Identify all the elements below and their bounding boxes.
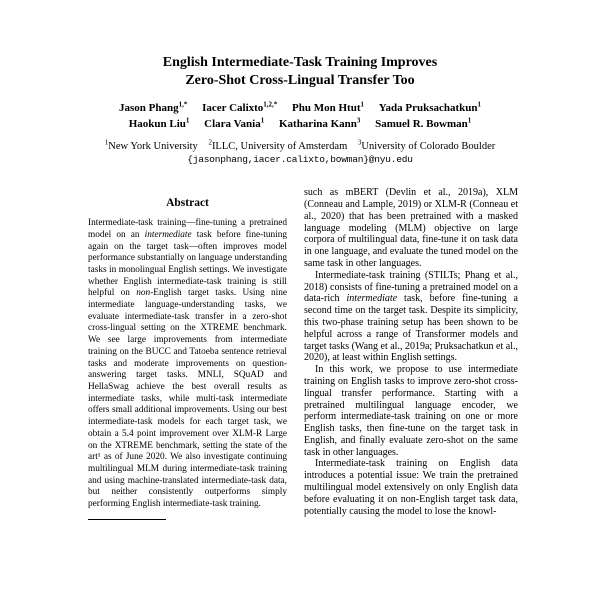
affiliation: $^3$University of Colorado Boulder (357, 138, 496, 153)
paper-title-line-2: Zero-Shot Cross-Lingual Transfer Too (185, 73, 415, 89)
author-affiliation-marker: 1 (467, 116, 472, 125)
author: Phu Mon Htut$^1$ (292, 100, 365, 115)
affiliation: $^2$ILLC, University of Amsterdam (208, 138, 348, 153)
author-affiliation-marker: 3 (356, 116, 361, 125)
author: Haokun Liu$^1$ (128, 116, 190, 130)
author-emails: {jasonphang,iacer.calixto,bowman}@nyu.edu (187, 154, 413, 166)
author: Katharina Kann$^3$ (278, 116, 361, 130)
body-paragraph: Intermediate-task training (STILTs; Phang et al., 2018) consists of fine-tuning a pretrained model on a data-rich intermediate task, before fine-tuning a second time on the target task. Despite its simplicity, this two-phase training setup has been shown to be helpful across a range of Transformer models and target tasks (Wang et al., 2019a; Pruksachatkun et al., 2020), at least within English settings. (304, 269, 518, 364)
affiliation: $^1$New York University (104, 138, 198, 153)
authors-block (0, 101, 600, 132)
author: Clara Vania$^1$ (204, 116, 265, 130)
paper-title (0, 54, 600, 90)
author-affiliation-marker: 1 (185, 116, 190, 125)
two-column-body (85, 187, 518, 520)
abstract-heading: Abstract (166, 197, 209, 210)
right-column (304, 187, 518, 517)
author: Iacer Calixto$^{1,2,*}$ (202, 100, 278, 115)
paper-title-line-1: English Intermediate-Task Training Improves (162, 55, 438, 70)
body-paragraph: In this work, we propose to use intermediate training on English tasks to improve zero-shot cross-lingual transfer performance. Starting with a pretrained multilingual language encoder, we perform intermediate-task training on one or more English tasks, then fine-tune on the target task in English, and finally evaluate zero-shot on the same task in other languages. (304, 364, 518, 458)
author-affiliation-marker: 1 (260, 116, 265, 125)
author-affiliation-marker: 1 (360, 100, 365, 109)
affiliations-line (0, 138, 600, 153)
authors-row-1 (0, 101, 600, 116)
author-affiliation-marker: 1,2,* (263, 100, 278, 109)
author: Yada Pruksachatkun$^1$ (378, 100, 481, 115)
footnote-separator (88, 519, 166, 520)
author: Jason Phang$^{1,*}$ (118, 100, 188, 115)
author: Samuel R. Bowman$^1$ (375, 116, 472, 130)
authors-row-2 (0, 117, 600, 132)
left-column (85, 187, 290, 520)
body-paragraph: Intermediate-task training on English data introduces a potential issue: We train the pretrained multilingual model extensively on only English data before evaluating it on non-English target task data, potentially causing the model to lose the knowl- (304, 458, 518, 517)
author-affiliation-marker: 1,* (178, 100, 188, 109)
author-affiliation-marker: 1 (477, 100, 481, 109)
body-paragraph: such as mBERT (Devlin et al., 2019a), XLM (Conneau and Lample, 2019) or XLM-R (Conneau et al., 2020) that has been pretrained with a masked language modeling (MLM) objective on large corpora of multilingual data, fine-tune it on task data in one language, and evaluate the tuned model on the same task in other languages. (304, 187, 518, 269)
abstract-text: Intermediate-task training—fine-tuning a pretrained model on an intermediate task before fine-tuning again on the target task—often improves model performance substantially on language understanding tasks in monolingual English settings. We investigate whether English intermediate-task training is still helpful on non-English target tasks. Using nine intermediate language-understanding tasks, we evaluate intermediate-task transfer in a zero-shot cross-lingual setting on the XTREME benchmark. We see large improvements from intermediate training on the BUCC and Tatoeba sentence retrieval tasks and moderate improvements on question-answering target tasks. MNLI, SQuAD and HellaSwag achieve the best overall results as intermediate tasks, while multi-task intermediate offers small additional improvements. Using our best intermediate-task models for each target task, we obtain a 5.4 point improvement over XLM-R Large on the XTREME benchmark, setting the state of the art¹ as of June 2020. We also investigate continuing multilingual MLM during intermediate-task training and using machine-translated intermediate-task data, but neither consistently outperforms simply performing English intermediate-task training. (88, 218, 288, 510)
